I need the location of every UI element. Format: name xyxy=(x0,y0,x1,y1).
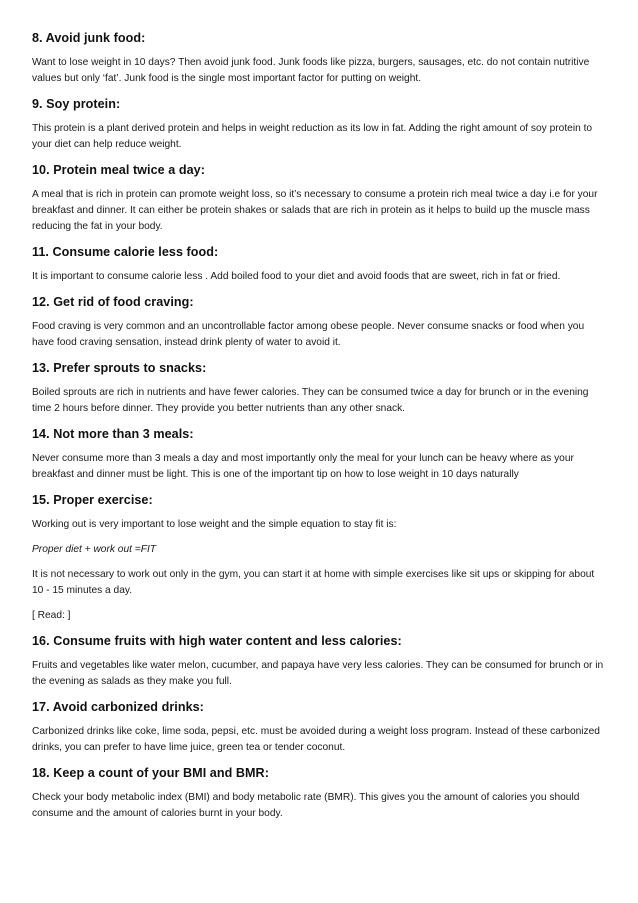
section-paragraph: Want to lose weight in 10 days? Then avoid junk food. Junk foods like pizza, burgers, sausages, etc. do not contain nutritive values but only ‘fat’. Junk food is the single most important factor for putting on weight. xyxy=(32,57,590,84)
section-paragraph: Carbonized drinks like coke, lime soda, pepsi, etc. must be avoided during a weight loss program. Instead of these carbonized drinks, you can prefer to have lime juice, green tea or tender coconut. xyxy=(32,726,600,753)
section-heading: 11. Consume calorie less food: xyxy=(32,245,219,259)
section-sprouts xyxy=(32,360,608,417)
section-heading: 15. Proper exercise: xyxy=(32,493,153,507)
section-paragraph: This protein is a plant derived protein and helps in weight reduction as its low in fat. Adding the right amount of soy protein to your diet can help reduce weight. xyxy=(32,123,593,150)
section-paragraph: Working out is very important to lose weight and the simple equation to stay fit is: xyxy=(32,519,397,530)
section-heading: 16. Consume fruits with high water content and less calories: xyxy=(32,634,402,648)
section-heading: 14. Not more than 3 meals: xyxy=(32,427,194,441)
section-heading: 10. Protein meal twice a day: xyxy=(32,163,205,177)
section-paragraph: Boiled sprouts are rich in nutrients and have fewer calories. They can be consumed twice a day for brunch or in the evening time 2 hours before dinner. They provide you better nutrients than any other snack. xyxy=(32,387,589,414)
section-calorie-less-food xyxy=(32,244,608,285)
section-heading: 18. Keep a count of your BMI and BMR: xyxy=(32,766,269,780)
section-carbonized-drinks xyxy=(32,699,608,756)
section-heading: 8. Avoid junk food: xyxy=(32,31,146,45)
section-paragraph: It is important to consume calorie less . Add boiled food to your diet and avoid foods that are sweet, rich in fat or fried. xyxy=(32,271,561,282)
section-heading: 12. Get rid of food craving: xyxy=(32,295,194,309)
section-avoid-junk-food xyxy=(32,30,608,87)
read-more-link[interactable]: [ Read: ] xyxy=(32,610,71,621)
section-paragraph: It is not necessary to work out only in the gym, you can start it at home with simple exercises like sit ups or skipping for about 10 - 15 minutes a day. xyxy=(32,569,595,596)
section-paragraph: Check your body metabolic index (BMI) and body metabolic rate (BMR). This gives you the amount of calories you should consume and the amount of calories burnt in your body. xyxy=(32,792,580,819)
section-paragraph: Food craving is very common and an uncontrollable factor among obese people. Never consume snacks or food when you have food craving sensation, instead drink plenty of water to avoid it. xyxy=(32,321,585,348)
section-paragraph: A meal that is rich in protein can promote weight loss, so it’s necessary to consume a protein rich meal twice a day i.e for your breakfast and dinner. It can either be protein shakes or salads that are rich in protein as it helps to build up the muscle mass reducing the fat in your body. xyxy=(32,189,598,232)
equation-line: Proper diet + work out =FIT xyxy=(32,544,157,555)
section-proper-exercise xyxy=(32,492,608,624)
section-soy-protein xyxy=(32,96,608,153)
section-bmi-bmr xyxy=(32,765,608,822)
section-protein-meal xyxy=(32,162,608,235)
section-paragraph: Never consume more than 3 meals a day and most importantly only the meal for your lunch can be heavy where as your breakfast and dinner must be light. This is one of the important tip on how to lose weight in 10 days naturally xyxy=(32,453,574,480)
section-three-meals xyxy=(32,426,608,483)
section-heading: 9. Soy protein: xyxy=(32,97,121,111)
section-paragraph: Fruits and vegetables like water melon, cucumber, and papaya have very less calories. They can be consumed for brunch or in the evening as salads as they make you full. xyxy=(32,660,604,687)
section-food-craving xyxy=(32,294,608,351)
section-heading: 13. Prefer sprouts to snacks: xyxy=(32,361,207,375)
section-fruits xyxy=(32,633,608,690)
section-heading: 17. Avoid carbonized drinks: xyxy=(32,700,204,714)
